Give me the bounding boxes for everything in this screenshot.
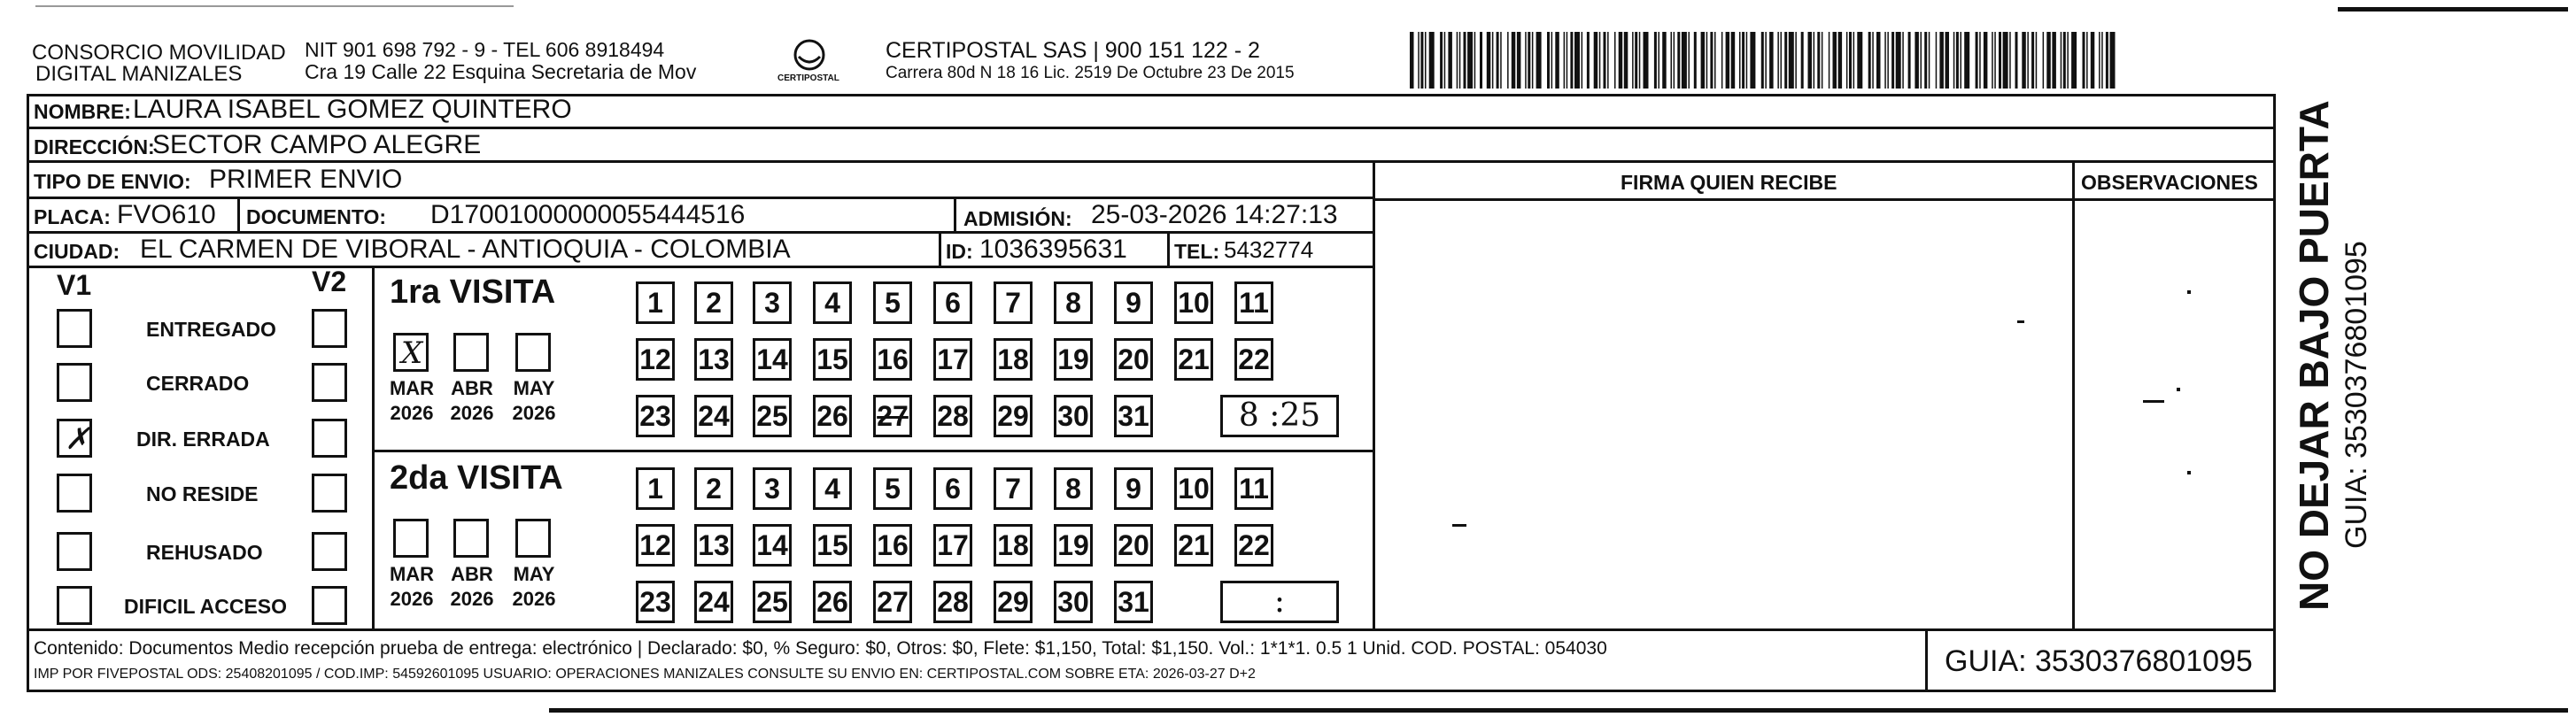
barcode-bar [2063,32,2066,89]
barcode-bar [1614,32,1616,89]
day-box[interactable]: 17 [933,524,972,567]
barcode-bar [2083,32,2085,89]
day-box[interactable]: 3 [753,281,792,324]
send-type-value: PRIMER ENVIO [209,165,403,194]
barcode-bar [2061,32,2062,89]
status-label: NO RESIDE [146,482,259,505]
month-name: MAR [389,563,435,585]
day-box[interactable]: 12 [636,524,675,567]
barcode-bar [2091,32,2095,89]
city-label: CIUDAD: [34,240,120,263]
barcode-bar [1706,32,1708,89]
barcode-bar [1726,32,1730,89]
barcode-bar [1555,32,1559,89]
day-box[interactable]: 9 [1114,467,1153,510]
day-box[interactable]: 2 [694,467,733,510]
barcode-bar [2110,32,2116,89]
plate-label: PLACA: [34,205,111,228]
signature-header: FIRMA QUIEN RECIBE [1621,171,1837,194]
status-label: DIR. ERRADA [136,428,270,451]
barcode-bar [2009,32,2011,89]
barcode-bar [2036,32,2038,89]
barcode-bar [2022,32,2026,89]
barcode-bar [1961,32,1962,89]
barcode-bar [2099,32,2100,89]
day-box[interactable]: 14 [753,338,792,381]
document-value: D17001000000055444516 [430,200,746,229]
rule [27,231,1373,234]
day-box[interactable]: 1 [636,281,675,324]
barcode-bar [1833,32,1837,89]
v2-header: V2 [312,266,347,297]
barcode-bar [1781,32,1783,89]
barcode-bar [1714,32,1716,89]
day-box[interactable]: 28 [933,395,972,437]
barcode-bar [1902,32,1904,89]
barcode-bar [1457,32,1458,89]
day-box[interactable]: 11 [1234,467,1273,510]
barcode-bar [2031,32,2034,89]
address-value: SECTOR CAMPO ALEGRE [152,130,482,159]
day-box[interactable]: 23 [636,581,675,623]
barcode-bar [1480,32,1482,89]
barcode-bar [1829,32,1830,89]
v1-header: V1 [57,269,92,301]
barcode-bar [1721,32,1723,89]
day-box[interactable]: 4 [813,281,852,324]
day-box[interactable]: 6 [933,281,972,324]
v2-checkbox[interactable] [312,309,347,348]
barcode-bar [1896,32,1901,89]
carrier-line: CERTIPOSTAL SAS | 900 151 122 - 2 [886,38,1260,63]
ink-speck [2143,400,2164,403]
day-box[interactable]: 16 [873,338,912,381]
day-box[interactable]: 26 [813,581,852,623]
barcode-bar [1777,32,1779,89]
barcode-bar [1769,32,1774,89]
barcode-bar [1765,32,1767,89]
barcode-bar [1674,32,1675,89]
status-label: CERRADO [146,372,250,395]
barcode-bar [1976,32,1978,89]
day-box[interactable]: 5 [873,467,912,510]
barcode-bar [1876,32,1881,89]
document-label: DOCUMENTO: [246,205,387,228]
month-checkbox[interactable] [453,333,489,372]
day-box[interactable]: 8 [1054,281,1093,324]
day-box[interactable]: 17 [933,338,972,381]
month-checkbox[interactable] [515,333,551,372]
day-box[interactable]: 3 [753,467,792,510]
barcode-bar [1659,32,1660,89]
v2-checkbox[interactable] [312,586,347,625]
month-name: MAR [389,377,435,399]
barcode-bar [1528,32,1530,89]
observations-header: OBSERVACIONES [2081,171,2258,194]
barcode-bar [1956,32,1959,89]
barcode-bar [2027,32,2029,89]
day-box[interactable]: 30 [1054,581,1093,623]
barcode-bar [2067,32,2069,89]
barcode-bar [1750,32,1755,89]
barcode-bar [1808,32,1813,89]
barcode-bar [1624,32,1628,89]
rule [27,266,1373,268]
day-box[interactable]: 13 [694,524,733,567]
day-box[interactable]: 10 [1174,467,1213,510]
month-year: 2026 [390,402,434,424]
nit-line: NIT 901 698 792 - 9 - TEL 606 8918494 [305,38,665,61]
ink-speck [1452,524,1466,527]
barcode-bar [1459,32,1461,89]
barcode-bar [1448,32,1452,89]
barcode-bar [1507,32,1509,89]
barcode-bar [2071,32,2077,89]
rule [27,628,2276,631]
status-label: REHUSADO [146,541,263,564]
v2-checkbox[interactable] [312,474,347,513]
day-box[interactable]: 9 [1114,281,1153,324]
barcode-bar [1984,32,1988,89]
check-mark: ✗ [65,421,90,457]
city-value: EL CARMEN DE VIBORAL - ANTIOQUIA - COLOMBIA [140,235,791,264]
day-box[interactable]: 2 [694,281,733,324]
barcode-bar [1953,32,1955,89]
barcode-bar [1517,32,1521,89]
day-box[interactable]: 31 [1114,395,1153,437]
month-checkbox[interactable] [393,333,429,372]
barcode-bar [1604,32,1606,89]
day-box[interactable]: 5 [873,281,912,324]
day-box[interactable]: 7 [994,281,1033,324]
id-value: 1036395631 [979,235,1127,264]
barcode-bar [1701,32,1706,89]
month-name: ABR [451,377,493,399]
barcode-bar [1671,32,1673,89]
barcode-bar [1884,32,1886,89]
v2-checkbox[interactable] [312,532,347,571]
barcode-bar [1654,32,1657,89]
barcode-bar [1939,32,1944,89]
admission-label: ADMISIÓN: [963,207,1072,230]
barcode-bar [1677,32,1680,89]
barcode-bar [1979,32,1981,89]
barcode-bar [1444,32,1446,89]
barcode-bar [1632,32,1634,89]
barcode-bar [1425,32,1427,89]
barcode-bar [1464,32,1466,89]
barcode-bar [1564,32,1566,89]
barcode-bar [1946,32,1950,89]
barcode-bar [1929,32,1930,89]
time-box[interactable]: 8 :25 [1220,395,1339,437]
month-year: 2026 [512,402,556,424]
observations-area[interactable] [2075,201,2276,628]
barcode-bar [1566,32,1568,89]
barcode-bar [2046,32,2051,89]
barcode-bar [1497,32,1499,89]
day-box[interactable]: 24 [694,395,733,437]
barcode-bar [1742,32,1744,89]
day-box[interactable]: 19 [1054,524,1093,567]
rule [954,198,956,232]
day-box[interactable]: 1 [636,467,675,510]
v2-checkbox[interactable] [312,419,347,458]
month-name: MAY [513,377,555,399]
day-box[interactable]: 27 [873,395,912,437]
barcode-bar [2052,32,2056,89]
day-box[interactable]: 19 [1054,338,1093,381]
barcode-bar [1619,32,1623,89]
rule [372,450,1373,452]
barcode-bar [1662,32,1667,89]
barcode-bar [1746,32,1748,89]
day-box[interactable]: 13 [694,338,733,381]
rule [27,127,2276,129]
day-box[interactable]: 7 [994,467,1033,510]
tel-value: 5432774 [1224,236,1314,263]
admission-value: 25-03-2026 14:27:13 [1091,200,1338,229]
barcode-bar [1846,32,1848,89]
address-label: DIRECCIÓN: [34,135,155,158]
month-year: 2026 [450,588,494,610]
barcode-bar [1536,32,1542,89]
barcode-bar [1689,32,1690,89]
time-box[interactable]: : [1220,581,1339,623]
rule [372,266,375,628]
barcode-bar [1849,32,1852,89]
status-label: ENTREGADO [146,318,276,341]
certipostal-logo [772,37,847,87]
day-box[interactable]: 27 [873,581,912,623]
day-box[interactable]: 10 [1174,281,1213,324]
guide-footer: GUIA: 3530376801095 [1945,644,2253,678]
barcode-bar [1992,32,1993,89]
month-checkbox[interactable] [453,519,489,558]
carrier-sub: Carrera 80d N 18 16 Lic. 2519 De Octubre 23 De 2015 [886,64,1295,82]
barcode-bar [1639,32,1641,89]
barcode-bar [1492,32,1494,89]
scan-line [2338,7,2568,12]
month-name: MAY [513,563,555,585]
rule [27,160,2276,163]
barcode [1410,32,2118,89]
logo-text: CERTIPOSTAL [777,73,839,83]
barcode-bar [1532,32,1534,89]
plate-value: FVO610 [117,200,216,229]
barcode-bar [2015,32,2018,89]
barcode-bar [1594,32,1598,89]
signature-area[interactable] [1375,201,2072,628]
barcode-bar [1474,32,1476,89]
day-box[interactable]: 18 [994,524,1033,567]
guide-vertical: GUIA: 3530376801095 [2340,241,2373,549]
day-box[interactable]: 12 [636,338,675,381]
name-value: LAURA ISABEL GOMEZ QUINTERO [133,95,572,124]
scan-line [35,5,514,7]
day-box[interactable]: 30 [1054,395,1093,437]
day-box[interactable]: 18 [994,338,1033,381]
ink-speck [2187,471,2191,474]
day-box[interactable]: 21 [1174,338,1213,381]
day-box[interactable]: 28 [933,581,972,623]
barcode-bar [1908,32,1911,89]
day-box[interactable]: 22 [1234,524,1273,567]
barcode-bar [1853,32,1855,89]
name-label: NOMBRE: [34,100,131,123]
barcode-bar [2106,32,2108,89]
month-year: 2026 [512,588,556,610]
day-box[interactable]: 14 [753,524,792,567]
ink-speck [2187,290,2191,294]
barcode-bar [1857,32,1862,89]
ink-speck [2017,320,2024,323]
day-box[interactable]: 22 [1234,338,1273,381]
barcode-bar [1644,32,1649,89]
check-mark: X [401,335,423,371]
barcode-bar [1574,32,1580,89]
barcode-bar [1547,32,1550,89]
barcode-bar [1694,32,1697,89]
day-box[interactable]: 31 [1114,581,1153,623]
v1-checkbox[interactable] [57,419,92,458]
day-box[interactable]: 20 [1114,338,1153,381]
visit1-title: 1ra VISITA [390,274,556,311]
tel-label: TEL: [1174,240,1220,263]
no-under-door-warning: NO DEJAR BAJO PUERTA [2291,100,2337,611]
barcode-bar [1921,32,1922,89]
barcode-bar [2043,32,2045,89]
rule [1167,233,1170,266]
consortium-line-1: CONSORCIO MOVILIDAD [32,41,286,65]
barcode-bar [1838,32,1843,89]
barcode-bar [1570,32,1573,89]
day-box[interactable]: 15 [813,524,852,567]
barcode-bar [2086,32,2088,89]
rule [27,197,1373,199]
month-year: 2026 [390,588,434,610]
barcode-bar [1814,32,1815,89]
barcode-bar [1420,32,1423,89]
barcode-bar [1994,32,1996,89]
barcode-bar [1599,32,1601,89]
day-box[interactable]: 4 [813,467,852,510]
barcode-bar [1789,32,1794,89]
barcode-bar [1467,32,1473,89]
day-box[interactable]: 29 [994,581,1033,623]
barcode-bar [1801,32,1804,89]
day-box[interactable]: 25 [753,395,792,437]
barcode-bar [1429,32,1435,89]
barcode-bar [1936,32,1938,89]
barcode-bar [1582,32,1583,89]
month-checkbox[interactable] [393,519,429,558]
barcode-bar [1551,32,1553,89]
day-box[interactable]: 8 [1054,467,1093,510]
barcode-bar [1500,32,1502,89]
barcode-bar [1731,32,1736,89]
consortium-line-2: DIGITAL MANIZALES [35,62,243,86]
v1-checkbox[interactable] [57,309,92,348]
visit2-title: 2da VISITA [390,459,563,497]
day-box[interactable]: 23 [636,395,675,437]
barcode-bar [1487,32,1491,89]
barcode-graphic [1410,32,2118,89]
barcode-bar [1410,32,1414,89]
day-box[interactable]: 21 [1174,524,1213,567]
barcode-bar [1817,32,1820,89]
day-box[interactable]: 26 [813,395,852,437]
day-box[interactable]: 11 [1234,281,1273,324]
rule [939,233,941,266]
barcode-bar [1418,32,1420,89]
send-type-label: TIPO DE ENVIO: [34,170,191,193]
barcode-bar [2101,32,2103,89]
barcode-bar [1822,32,1823,89]
barcode-bar [1915,32,1919,89]
rule [1925,628,1928,692]
imp-line: IMP POR FIVEPOSTAL ODS: 25408201095 / COD.IMP: 54592601095 USUARIO: OPERACIONES MANIZALES CONSULTE SU ENVIO EN: CERTIPOSTAL.COM SOBRE ETA: 2026-03-27 D+2 [34,667,1256,682]
barcode-bar [1891,32,1894,89]
barcode-bar [1739,32,1741,89]
day-box[interactable]: 29 [994,395,1033,437]
barcode-bar [1999,32,2001,89]
barcode-bar [1924,32,1927,89]
barcode-bar [1784,32,1787,89]
barcode-bar [1512,32,1516,89]
day-box[interactable]: 16 [873,524,912,567]
v1-checkbox[interactable] [57,586,92,625]
scan-line [549,708,2568,713]
rule [237,198,240,232]
day-box[interactable]: 20 [1114,524,1153,567]
v2-checkbox[interactable] [312,363,347,402]
status-label: DIFICIL ACCESO [124,595,288,618]
barcode-bar [1440,32,1443,89]
day-box[interactable]: 25 [753,581,792,623]
barcode-bar [1525,32,1527,89]
ink-speck [2177,388,2180,391]
id-label: ID: [946,240,973,263]
barcode-bar [1607,32,1609,89]
barcode-bar [1887,32,1889,89]
v1-checkbox[interactable] [57,363,92,402]
barcode-bar [1872,32,1874,89]
barcode-bar [1635,32,1637,89]
day-box[interactable]: 24 [694,581,733,623]
v1-checkbox[interactable] [57,532,92,571]
barcode-bar [1868,32,1871,89]
barcode-bar [1964,32,1969,89]
address-line: Cra 19 Calle 22 Esquina Secretaria de Mov [305,60,697,83]
contents-line: Contenido: Documentos Medio recepción prueba de entrega: electrónico | Declarado: $0, % Seguro: $0, Otros: $0, Flete: $1,150, Total: $1,150. Vol.: 1*1*1. 0.5 1 Unid. COD. POSTAL: 054030 [34,638,1607,659]
barcode-bar [2003,32,2008,89]
v1-checkbox[interactable] [57,474,92,513]
barcode-bar [1795,32,1797,89]
month-checkbox[interactable] [515,519,551,558]
barcode-bar [1761,32,1764,89]
month-year: 2026 [450,402,494,424]
barcode-bar [1587,32,1590,89]
month-name: ABR [451,563,493,585]
barcode-bar [1710,32,1713,89]
day-box[interactable]: 15 [813,338,852,381]
barcode-bar [1682,32,1687,89]
day-box[interactable]: 6 [933,467,972,510]
